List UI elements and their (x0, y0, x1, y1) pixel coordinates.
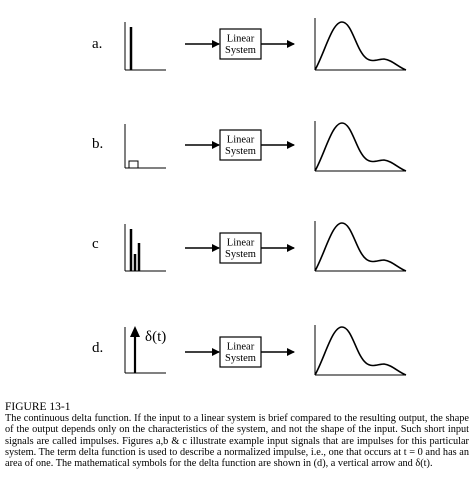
output-response-curve (315, 327, 406, 375)
input-signal-graph (125, 124, 166, 168)
svg-text:Linear: Linear (226, 341, 255, 353)
linear-system-box (220, 29, 261, 59)
delta-symbol: δ(t) (145, 329, 167, 345)
delta-arrowhead-icon (130, 326, 140, 337)
row-label: c (92, 236, 99, 252)
input-signal-graph (125, 22, 166, 70)
output-response-curve (315, 223, 406, 271)
svg-text:System: System (225, 249, 256, 260)
row-c (92, 221, 406, 271)
svg-text:Linear: Linear (226, 134, 255, 146)
row-a (92, 18, 406, 70)
svg-text:Linear: Linear (226, 237, 255, 249)
svg-text:System: System (225, 353, 256, 364)
output-response-curve (315, 22, 406, 70)
linear-system-box (220, 130, 261, 160)
row-b (92, 121, 406, 171)
row-d (92, 325, 406, 375)
caption-body: The continuous delta function. If the input to a linear system is brief compared to the resulting output, the shape of the output depends only on the characteristics of the system, and not the shape of the input. Such short input signals are called impulses. Figures a,b & c illustrate example input signals that are impulses for this particular system. The term delta function is used to describe a normalized impulse, i.e., one that occurs at t = 0 and has an area of one. The mathematical symbols for the delta function are shown in (d), a vertical arrow and δ(t). (5, 413, 469, 470)
svg-text:System: System (225, 45, 256, 56)
output-signal-graph (315, 221, 406, 271)
input-signal-graph (125, 224, 166, 271)
row-label: b. (92, 136, 104, 152)
output-response-curve (315, 123, 406, 171)
input-signal-graph (125, 326, 166, 373)
rectangular-pulse (129, 161, 138, 168)
output-signal-graph (315, 325, 406, 375)
svg-text:Linear: Linear (226, 33, 255, 45)
linear-system-box (220, 337, 261, 367)
linear-system-box (220, 233, 261, 263)
svg-text:System: System (225, 146, 256, 157)
output-signal-graph (315, 121, 406, 171)
figure-title: FIGURE 13-1 (5, 401, 71, 413)
output-signal-graph (315, 18, 406, 70)
row-label: a. (92, 36, 103, 52)
figure-caption (5, 401, 469, 469)
row-label: d. (92, 340, 104, 356)
